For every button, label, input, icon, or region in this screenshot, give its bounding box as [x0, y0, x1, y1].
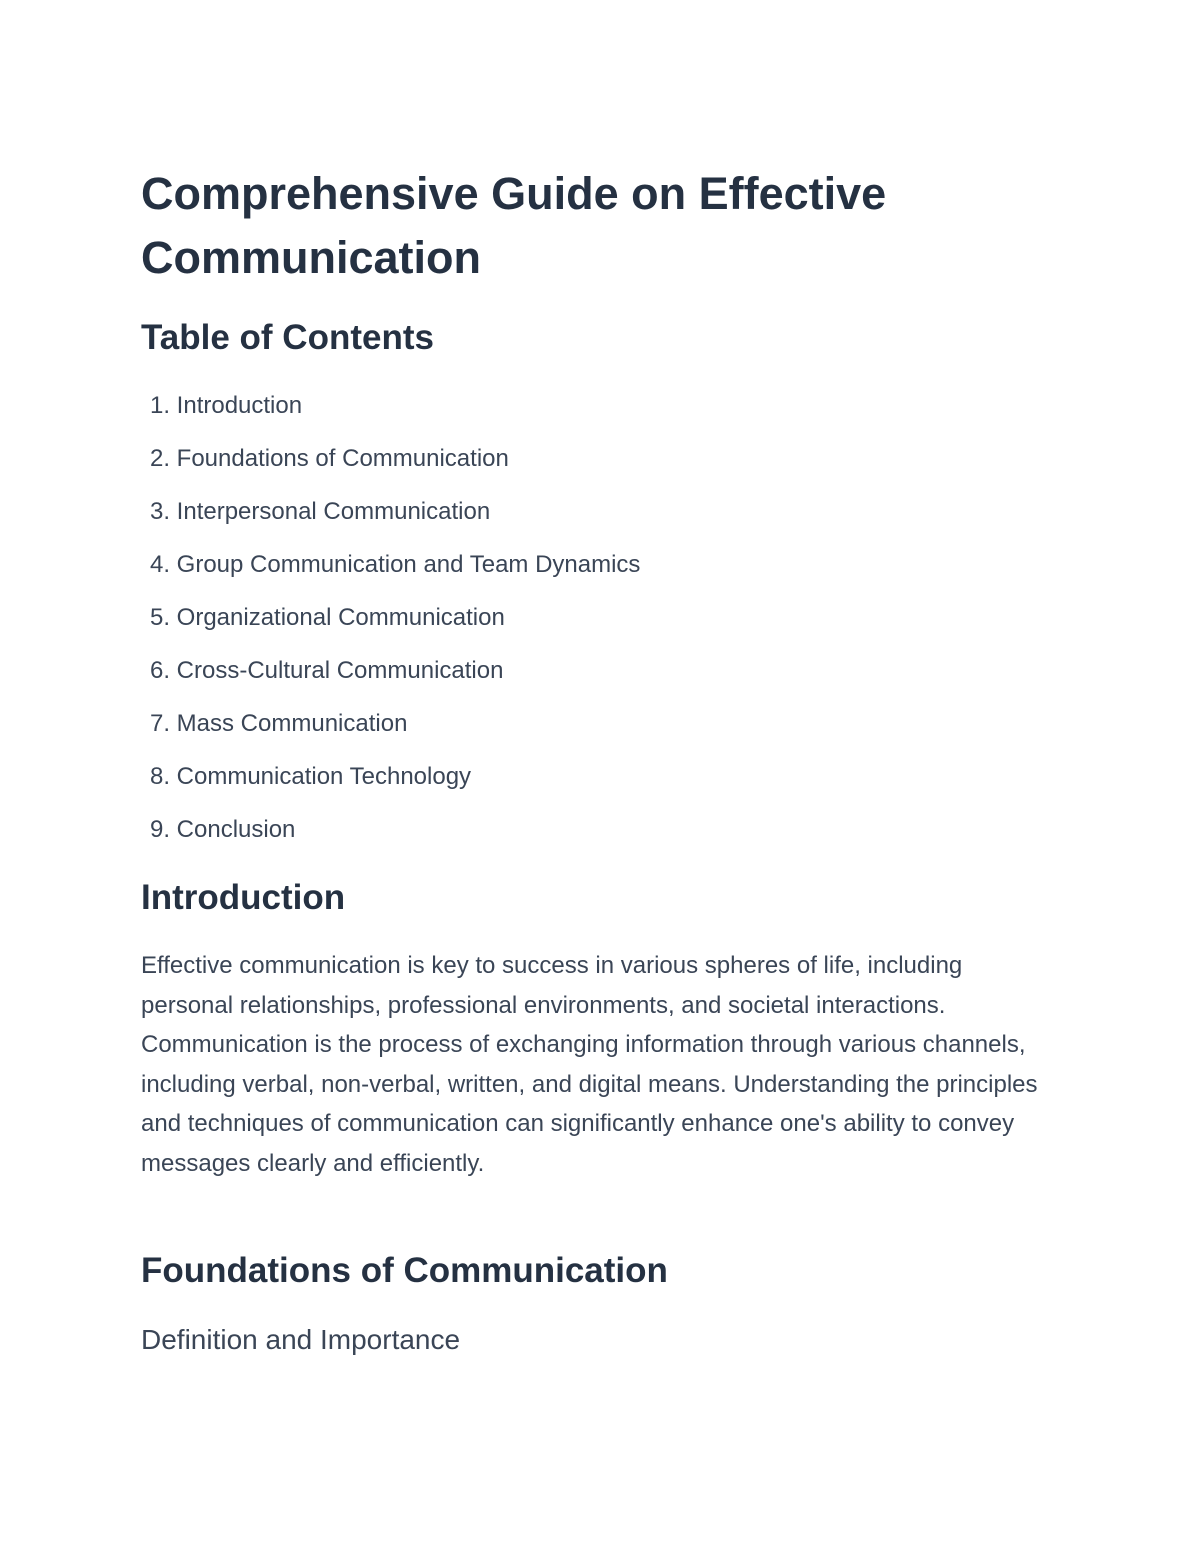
toc-item-label: Interpersonal Communication	[176, 498, 491, 525]
toc-item	[141, 544, 640, 597]
toc-item	[141, 809, 640, 862]
toc-item-number: 1.	[149, 392, 170, 419]
toc-item-number: 6.	[149, 657, 170, 684]
toc-item-number: 5.	[149, 604, 170, 631]
toc-item	[141, 385, 640, 438]
toc-item	[141, 756, 640, 809]
toc-item-label: Group Communication and Team Dynamics	[176, 551, 641, 578]
toc-item	[141, 703, 640, 756]
document-title: Comprehensive Guide on Effective Communication	[141, 168, 887, 283]
toc-item-label: Mass Communication	[176, 710, 408, 737]
toc-item-label: Cross-Cultural Communication	[176, 657, 504, 684]
toc-item-label: Conclusion	[176, 816, 296, 843]
toc-item-number: 7.	[149, 710, 170, 737]
toc-item-label: Introduction	[176, 392, 303, 419]
toc-item	[141, 597, 640, 650]
toc-item-number: 3.	[149, 498, 170, 525]
toc-item	[141, 650, 640, 703]
toc-item-number: 8.	[149, 763, 170, 790]
toc-item-label: Communication Technology	[176, 763, 472, 790]
toc-item-number: 9.	[149, 816, 170, 843]
toc-item-number: 4.	[149, 551, 170, 578]
foundations-heading: Foundations of Communication	[141, 1251, 668, 1290]
table-of-contents	[141, 385, 640, 862]
introduction-paragraph: Effective communication is key to success in various spheres of life, including personal relationships, professional environments, and societal interactions. Communication is the process of exchanging information through various channels, including verbal, non-verbal, written, and digital means. Understanding the principles and techniques of communication can significantly enhance one's ability to convey messages clearly and efficiently.	[141, 952, 1038, 1177]
toc-item-label: Foundations of Communication	[176, 445, 509, 472]
toc-item	[141, 438, 640, 491]
definition-subheading: Definition and Importance	[141, 1324, 461, 1355]
toc-heading: Table of Contents	[141, 318, 434, 357]
toc-item-number: 2.	[149, 445, 170, 472]
toc-item-label: Organizational Communication	[176, 604, 505, 631]
introduction-heading: Introduction	[141, 878, 346, 917]
toc-item	[141, 491, 640, 544]
